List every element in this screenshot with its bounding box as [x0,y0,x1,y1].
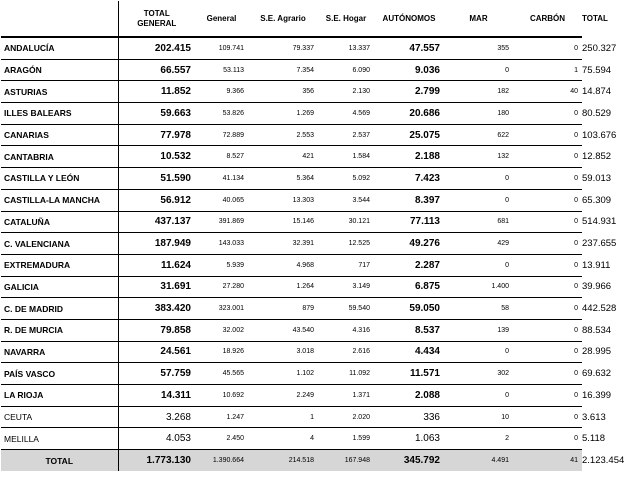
cell-hogar: 2.537 [318,124,374,146]
table-row: CANTABRIA 10.532 8.527 421 1.584 2.188 132 0 12.852 [1,146,582,168]
cell-region: CANTABRIA [1,146,118,168]
cell-total-general: 77.978 [118,124,195,146]
cell-autonomos: 9.036 [374,59,444,81]
cell-carbon: 0 [513,341,582,363]
cell-hogar: 3.544 [318,189,374,211]
cell-autonomos: 20.686 [374,103,444,125]
cell-autonomos: 8.397 [374,189,444,211]
cell-autonomos: 2.799 [374,81,444,103]
regional-stats-table [1,1,624,471]
cell-hogar: 59.540 [318,298,374,320]
cell-agrario: 5.364 [248,168,318,190]
cell-region: CASTILLA Y LEÓN [1,168,118,190]
table-row: CATALUÑA 437.137 391.869 15.146 30.121 77.113 681 0 514.931 [1,211,582,233]
cell-total-general: 24.561 [118,341,195,363]
table-body [1,37,624,471]
cell-total-general: 66.557 [118,59,195,81]
cell-autonomos: 25.075 [374,124,444,146]
cell-hogar: 167.948 [318,450,374,472]
cell-region: CATALUÑA [1,211,118,233]
cell-carbon: 0 [513,276,582,298]
cell-carbon: 0 [513,254,582,276]
cell-region: EXTREMADURA [1,254,118,276]
cell-mar: 1.400 [444,276,513,298]
cell-carbon: 0 [513,319,582,341]
cell-total-general: 51.590 [118,168,195,190]
cell-autonomos: 345.792 [374,450,444,472]
cell-autonomos: 8.537 [374,319,444,341]
cell-mar: 622 [444,124,513,146]
cell-carbon: 0 [513,189,582,211]
cell-autonomos: 11.571 [374,363,444,385]
cell-carbon: 0 [513,124,582,146]
cell-hogar: 717 [318,254,374,276]
cell-mar: 58 [444,298,513,320]
header-row: TOTAL GENERAL General S.E. Agrario S.E. Hogar AUTÓNOMOS MAR CARBÓN TOTAL [1,1,582,37]
cell-mar: 681 [444,211,513,233]
cell-total-general: 10.532 [118,146,195,168]
cell-mar: 182 [444,81,513,103]
table-row: LA RIOJA 14.311 10.692 2.249 1.371 2.088 0 0 16.399 [1,385,582,407]
header-hogar: S.E. Hogar [325,13,367,23]
cell-general: 40.065 [195,189,248,211]
cell-total-general: 383.420 [118,298,195,320]
cell-hogar: 1.599 [318,428,374,450]
header-region [1,1,118,37]
cell-general: 45.565 [195,363,248,385]
cell-total-general: 3.268 [118,406,195,428]
cell-mar: 180 [444,103,513,125]
cell-autonomos: 7.423 [374,168,444,190]
cell-mar: 429 [444,233,513,255]
cell-agrario: 356 [248,81,318,103]
cell-mar: 0 [444,189,513,211]
cell-hogar: 5.092 [318,168,374,190]
cell-mar: 4.491 [444,450,513,472]
cell-agrario: 214.518 [248,450,318,472]
cell-region: PAÍS VASCO [1,363,118,385]
cell-general: 323.001 [195,298,248,320]
cell-total-general: 4.053 [118,428,195,450]
cell-agrario: 3.018 [248,341,318,363]
cell-hogar: 6.090 [318,59,374,81]
cell-general: 10.692 [195,385,248,407]
cell-region: C. VALENCIANA [1,233,118,255]
cell-hogar: 4.569 [318,103,374,125]
cell-region: ASTURIAS [1,81,118,103]
cell-region: CANARIAS [1,124,118,146]
cell-mar: 0 [444,385,513,407]
table-row: ARAGÓN 66.557 53.113 7.354 6.090 9.036 0 1 75.594 [1,59,582,81]
cell-carbon: 1 [513,59,582,81]
table-row: GALICIA 31.691 27.280 1.264 3.149 6.875 1.400 0 39.966 [1,276,582,298]
cell-mar: 0 [444,254,513,276]
header-agrario: S.E. Agrario [260,13,306,23]
cell-general: 143.033 [195,233,248,255]
cell-mar: 2 [444,428,513,450]
cell-region: ILLES BALEARS [1,103,118,125]
table-row: MELILLA 4.053 2.450 4 1.599 1.063 2 0 5.118 [1,428,582,450]
cell-hogar: 1.371 [318,385,374,407]
cell-total-general: 11.852 [118,81,195,103]
cell-region: ARAGÓN [1,59,118,81]
cell-agrario: 1.264 [248,276,318,298]
cell-carbon: 0 [513,146,582,168]
cell-carbon: 0 [513,385,582,407]
cell-agrario: 2.553 [248,124,318,146]
cell-carbon: 0 [513,103,582,125]
cell-region: R. DE MURCIA [1,319,118,341]
cell-general: 8.527 [195,146,248,168]
cell-hogar: 30.121 [318,211,374,233]
cell-agrario: 4.968 [248,254,318,276]
cell-hogar: 12.525 [318,233,374,255]
cell-total-general: 14.311 [118,385,195,407]
cell-agrario: 15.146 [248,211,318,233]
cell-mar: 132 [444,146,513,168]
cell-carbon: 0 [513,211,582,233]
cell-mar: 302 [444,363,513,385]
cell-autonomos: 49.276 [374,233,444,255]
cell-mar: 0 [444,59,513,81]
cell-agrario: 1 [248,406,318,428]
cell-general: 1.247 [195,406,248,428]
cell-total-general: 187.949 [118,233,195,255]
cell-carbon: 0 [513,37,582,59]
cell-carbon: 0 [513,233,582,255]
header-total-general: TOTAL GENERAL [137,8,177,28]
cell-hogar: 2.130 [318,81,374,103]
cell-general: 109.741 [195,37,248,59]
cell-agrario: 1.102 [248,363,318,385]
table-row: R. DE MURCIA 79.858 32.002 43.540 4.316 8.537 139 0 88.534 [1,319,582,341]
cell-general: 2.450 [195,428,248,450]
cell-carbon: 41 [513,450,582,472]
cell-mar: 355 [444,37,513,59]
cell-total-general: 79.858 [118,319,195,341]
table-row: CASTILLA Y LEÓN 51.590 41.134 5.364 5.092 7.423 0 0 59.013 [1,168,582,190]
cell-autonomos: 47.557 [374,37,444,59]
cell-agrario: 13.303 [248,189,318,211]
table-row: ANDALUCÍA 202.415 109.741 79.337 13.337 47.557 355 0 250.327 [1,37,582,59]
cell-hogar: 2.616 [318,341,374,363]
cell-total-general: 57.759 [118,363,195,385]
cell-hogar: 11.092 [318,363,374,385]
cell-autonomos: 2.088 [374,385,444,407]
cell-general: 41.134 [195,168,248,190]
table-row: EXTREMADURA 11.624 5.939 4.968 717 2.287 0 0 13.911 [1,254,582,276]
cell-hogar: 3.149 [318,276,374,298]
cell-agrario: 879 [248,298,318,320]
cell-autonomos: 1.063 [374,428,444,450]
cell-hogar: 13.337 [318,37,374,59]
cell-general: 5.939 [195,254,248,276]
header-mar: MAR [469,13,488,23]
cell-general: 9.366 [195,81,248,103]
cell-agrario: 1.269 [248,103,318,125]
cell-mar: 0 [444,168,513,190]
cell-agrario: 7.354 [248,59,318,81]
cell-carbon: 40 [513,81,582,103]
cell-mar: 139 [444,319,513,341]
cell-autonomos: 6.875 [374,276,444,298]
cell-autonomos: 2.287 [374,254,444,276]
cell-general: 1.390.664 [195,450,248,472]
cell-region: CEUTA [1,406,118,428]
cell-carbon: 0 [513,406,582,428]
cell-carbon: 0 [513,298,582,320]
cell-autonomos: 4.434 [374,341,444,363]
cell-region: LA RIOJA [1,385,118,407]
cell-hogar: 2.020 [318,406,374,428]
cell-total-general: 1.773.130 [118,450,195,472]
cell-total-general: 59.663 [118,103,195,125]
cell-general: 53.826 [195,103,248,125]
cell-general: 391.869 [195,211,248,233]
cell-autonomos: 336 [374,406,444,428]
cell-mar: 10 [444,406,513,428]
cell-region: MELILLA [1,428,118,450]
cell-total-general: 11.624 [118,254,195,276]
cell-agrario: 32.391 [248,233,318,255]
table-row: C. VALENCIANA 187.949 143.033 32.391 12.525 49.276 429 0 237.655 [1,233,582,255]
table-row: CEUTA 3.268 1.247 1 2.020 336 10 0 3.613 [1,406,582,428]
total-row: TOTAL 1.773.130 1.390.664 214.518 167.948 345.792 4.491 41 2.123.454 [1,450,582,472]
cell-total-general: 437.137 [118,211,195,233]
cell-agrario: 421 [248,146,318,168]
cell-agrario: 2.249 [248,385,318,407]
cell-total-general: 31.691 [118,276,195,298]
cell-general: 72.889 [195,124,248,146]
cell-autonomos: 77.113 [374,211,444,233]
table-row: C. DE MADRID 383.420 323.001 879 59.540 59.050 58 0 442.528 [1,298,582,320]
cell-agrario: 43.540 [248,319,318,341]
cell-general: 27.280 [195,276,248,298]
cell-total-general: 202.415 [118,37,195,59]
cell-general: 53.113 [195,59,248,81]
cell-general: 32.002 [195,319,248,341]
cell-region: TOTAL [1,450,118,472]
cell-carbon: 0 [513,363,582,385]
table-row: CANARIAS 77.978 72.889 2.553 2.537 25.075 622 0 103.676 [1,124,582,146]
header-general: General [206,13,237,23]
table-row: CASTILLA-LA MANCHA 56.912 40.065 13.303 3.544 8.397 0 0 65.309 [1,189,582,211]
cell-region: ANDALUCÍA [1,37,118,59]
cell-autonomos: 59.050 [374,298,444,320]
table-row: ILLES BALEARS 59.663 53.826 1.269 4.569 20.686 180 0 80.529 [1,103,582,125]
table-row: NAVARRA 24.561 18.926 3.018 2.616 4.434 0 0 28.995 [1,341,582,363]
table-row: ASTURIAS 11.852 9.366 356 2.130 2.799 182 40 14.874 [1,81,582,103]
cell-total-general: 56.912 [118,189,195,211]
cell-region: GALICIA [1,276,118,298]
cell-region: C. DE MADRID [1,298,118,320]
table-row: PAÍS VASCO 57.759 45.565 1.102 11.092 11.571 302 0 69.632 [1,363,582,385]
cell-mar: 0 [444,341,513,363]
cell-hogar: 4.316 [318,319,374,341]
cell-general: 18.926 [195,341,248,363]
cell-agrario: 4 [248,428,318,450]
cell-region: CASTILLA-LA MANCHA [1,189,118,211]
cell-hogar: 1.584 [318,146,374,168]
cell-autonomos: 2.188 [374,146,444,168]
cell-carbon: 0 [513,428,582,450]
cell-region: NAVARRA [1,341,118,363]
header-autonomos: AUTÓNOMOS [382,13,436,23]
cell-agrario: 79.337 [248,37,318,59]
cell-carbon: 0 [513,168,582,190]
header-carbon: CARBÓN [529,13,566,23]
